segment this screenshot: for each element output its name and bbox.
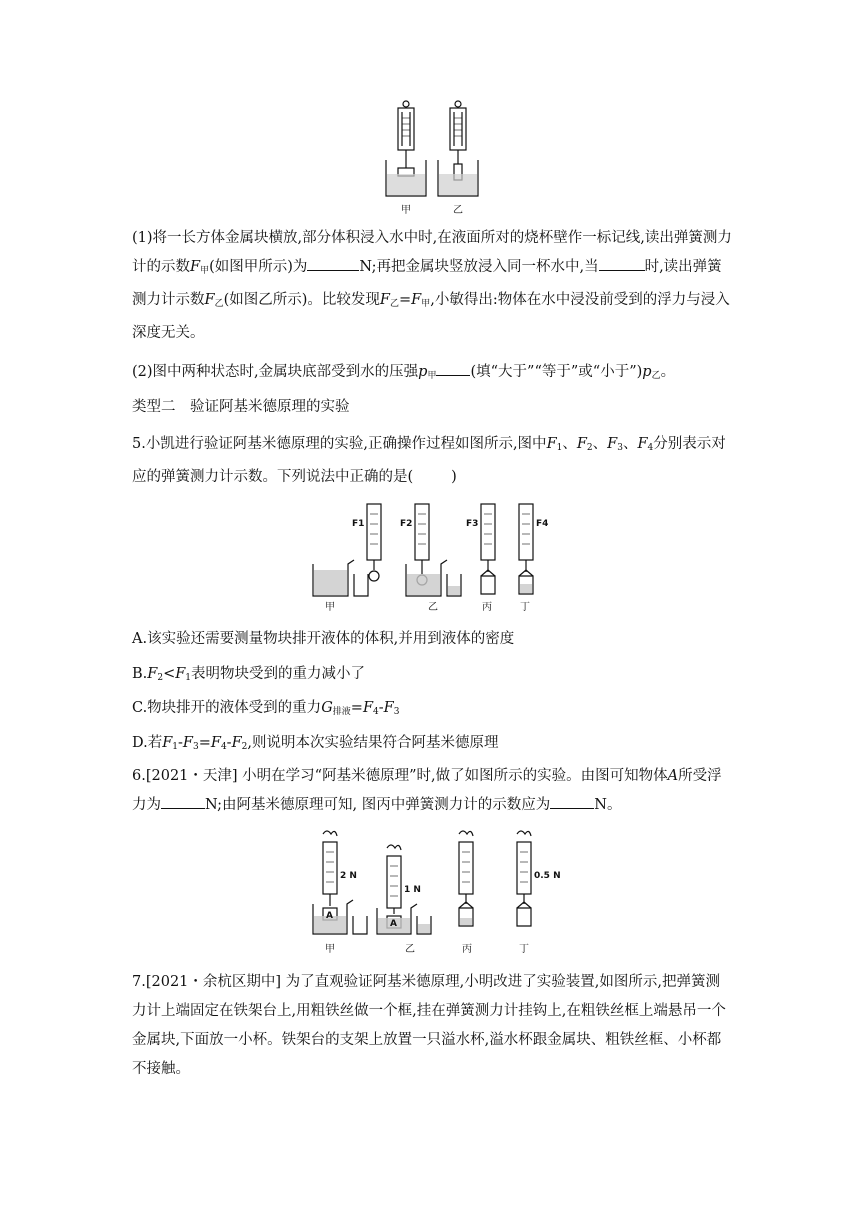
q7-stem: 7.[2021・余杭区期中] 为了直观验证阿基米德原理,小明改进了实验装置,如图所示,把弹簧测力计上端固定在铁架台上,用粗铁丝做一个框,挂在弹簧测力计挂钩上,在粗铁丝框上端悬吊一个金属块,下面放一小杯。铁架台的支架上放置一只溢水杯,溢水杯跟金属块、粗铁丝框、小杯都不接触。 — [132, 974, 726, 1077]
q6-figure — [305, 830, 561, 958]
section-heading: 类型二 验证阿基米德原理的实验 — [132, 399, 350, 415]
q5-caption-yi: 乙 — [428, 602, 438, 613]
q5-fig-label-f3: F3 — [466, 519, 479, 529]
q6-caption-ding: 丁 — [519, 944, 529, 955]
q4-part2: (2)图中两种状态时,金属块底部受到水的压强$p_甲$ (填“大于”“等于”或“小于$”)p_乙$。 — [132, 361, 675, 386]
q4-part1: (1)将一长方体金属块横放,部分体积浸入水中时,在液面所对的烧杯壁作一标记线,读出弹簧测力计的示数$F_甲$(如图甲所示)为 N;再把金属块竖放浸入同一杯水中,当 时,读出弹簧测力计示数$F_乙$(如图乙所示)。比较发现$F_乙=F_甲$,小敏得出:物体在水中浸没前受到的浮力与浸入深度无关。 — [132, 230, 732, 341]
top-label-a: 甲 — [401, 205, 411, 216]
q6-caption-bing: 丙 — [462, 944, 472, 955]
q6-caption-jia: 甲 — [325, 944, 335, 955]
q5-stem: 5.小凯进行验证阿基米德原理的实验,正确操作过程如图所示,图中$F_1$、$F_2$、$F_3$、$F_4$分别表示对应的弹簧测力计示数。下列说法中正确的是( ) — [132, 436, 726, 485]
top-label-b: 乙 — [453, 205, 463, 216]
q6-fig-label-2n: 2 N — [340, 871, 357, 881]
q5-caption-bing: 丙 — [482, 602, 492, 613]
q6-fig-label-1n: 1 N — [404, 885, 421, 895]
q5-figure — [310, 500, 550, 615]
q6-fig-block-a-1: A — [326, 911, 333, 921]
q6-fig-label-05n: 0.5 N — [534, 871, 561, 881]
q5-option-d: D.若$F_1-F_3=F_4-F_2$,则说明本次实验结果符合阿基米德原理 — [132, 735, 499, 752]
q5-caption-ding: 丁 — [520, 602, 530, 613]
q5-option-c: C.物块排开的液体受到的重力$G_{排液}=F_4-F_3$ — [132, 700, 400, 717]
q5-option-a: A.该实验还需要测量物块排开液体的体积,并用到液体的密度 — [132, 631, 515, 647]
q5-fig-label-f2: F2 — [400, 519, 413, 529]
q5-caption-jia: 甲 — [325, 602, 335, 613]
q6-caption-yi: 乙 — [405, 944, 415, 955]
q5-option-b: $B.F_2<F_1$表明物块受到的重力减小了 — [132, 666, 366, 683]
q5-fig-label-f4: F4 — [536, 519, 549, 529]
q5-fig-label-f1: F1 — [352, 519, 365, 529]
q6-fig-block-a-2: A — [390, 919, 397, 929]
top-figure — [380, 100, 490, 220]
q6-stem: 6.[2021・天津] 小明在学习“阿基米德原理”时,做了如图所示的实验。由图可知物体A所受浮力为 N;由阿基米德原理可知, 图丙中弹簧测力计的示数应为 N。 — [132, 768, 722, 813]
